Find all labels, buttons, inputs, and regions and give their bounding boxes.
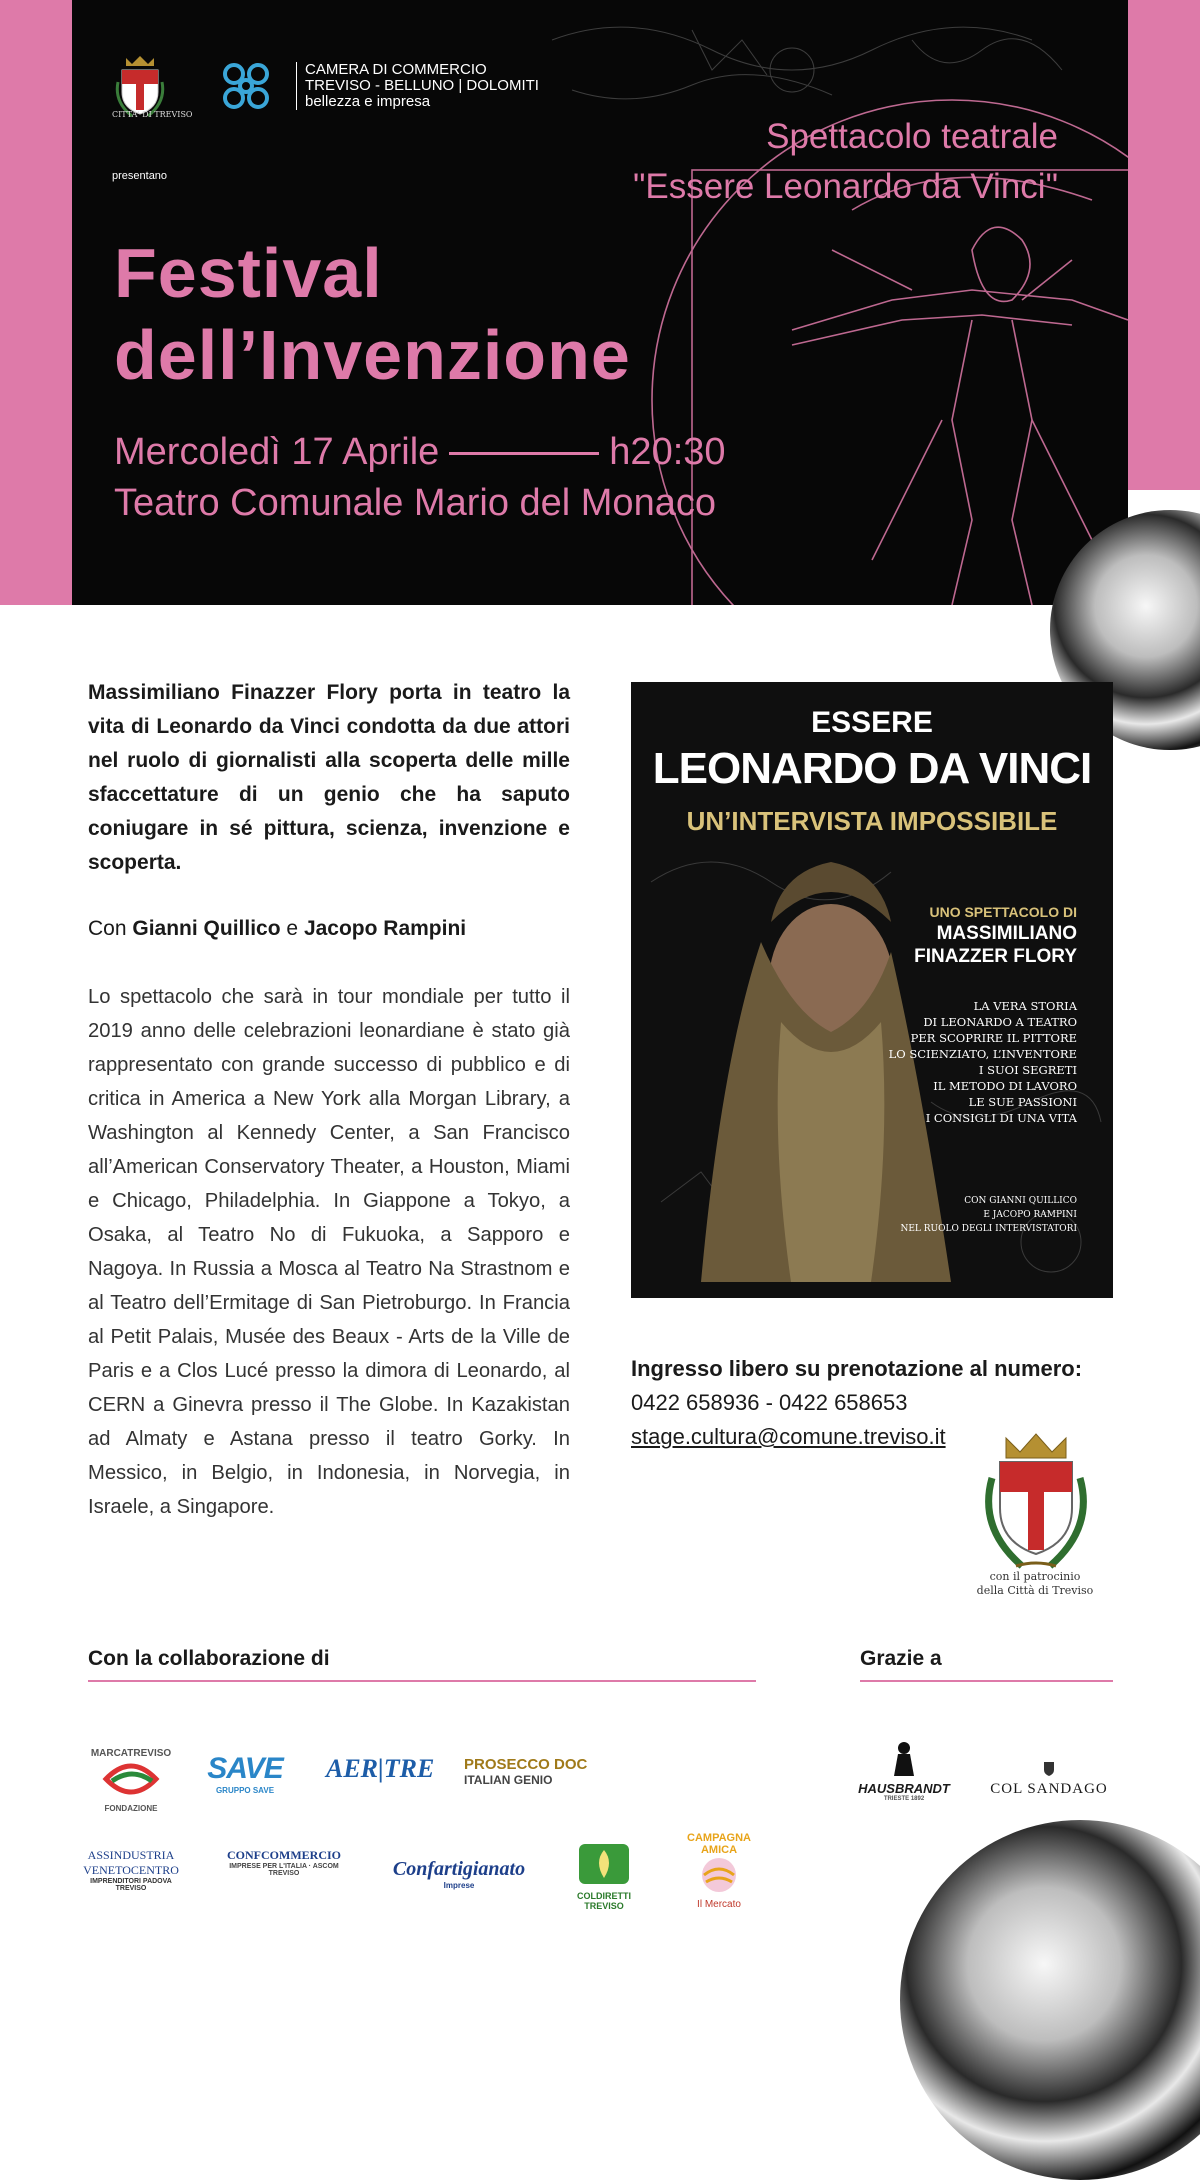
tour-paragraph: Lo spettacolo che sarà in tour mondiale per tutto il 2019 anno delle celebrazioni leonardiane è stato già rappresentato con grande successo di pubblico e di critica in America a New York alla Morgan Library, a Washington al Kennedy Center, a San Francisco all’American Conservatory Theater, a Houston, Miami e Chicago, Philadelphia. In Giappone a Tokyo, a Osaka, al Teatro No di Fukuoka, a Sapporo e Nagoya. In Russia a Mosca al Teatro Na Strastnom e al Teatro dell’Ermitage di San Pietroburgo. In Francia al Petit Palais, Musée des Beaux - Arts de la Ville de Paris e a Clos Lucé presso la dimora di Leonardo, al CERN a Ginevra presso il The Globe. In Kazakistan ad Almaty e Astana presso il teatro Gorky. In Messico, in Belgio, in Indonesia, in Norvegia, in Israele, a Singapore. — [88, 986, 570, 1518]
hausbrandt-figure-icon — [889, 1740, 919, 1776]
cast-line — [88, 912, 466, 946]
event-header — [72, 0, 1128, 605]
collaboration-heading: Con la collaborazione di — [88, 1647, 330, 1670]
festival-title-line-1: Festival — [114, 234, 383, 312]
cast-actor-1: Gianni Quillico — [132, 917, 281, 940]
col-sandago-crest-icon — [1042, 1760, 1056, 1776]
chamber-line-1: CAMERA DI COMMERCIO — [305, 61, 487, 78]
poster-cast-line: E JACOPO RAMPINI — [983, 1210, 1077, 1220]
campagna-amica-ball-icon — [700, 1856, 738, 1894]
chamber-of-commerce-text — [296, 62, 539, 110]
event-venue: Teatro Comunale Mario del Monaco — [114, 482, 716, 524]
patronage-note — [960, 1570, 1110, 1598]
prosecco-doc-logo: PROSECCO DOC ITALIAN GENIO — [464, 1756, 588, 1787]
city-label: CITTA' DI TREVISO — [112, 110, 193, 119]
poster-story-line: DI LEONARDO A TEATRO — [923, 1015, 1077, 1029]
chamber-of-commerce-logo — [218, 58, 274, 114]
confcommercio-logo: CONFCOMMERCIO IMPRESE PER L'ITALIA · ASCOM TREVISO — [227, 1848, 341, 1877]
save-logo: SAVE GRUPPO SAVE — [207, 1752, 283, 1795]
show-title: "Essere Leonardo da Vinci" — [632, 167, 1058, 206]
poster-story-line: I SUOI SEGRETI — [978, 1063, 1077, 1077]
poster-by-name-1: MASSIMILIANO — [936, 923, 1077, 944]
poster-by-label: UNO SPETTACOLO DI — [929, 904, 1077, 920]
event-time: h20:30 — [609, 431, 726, 473]
confartigianato-logo: Confartigianato Imprese — [392, 1858, 526, 1890]
decorative-texture-circle-bottom — [900, 1820, 1200, 2180]
poster-name: LEONARDO DA VINCI — [652, 744, 1092, 793]
coldiretti-logo: COLDIRETTI TREVISO — [574, 1842, 634, 1911]
poster-story — [889, 998, 1077, 1126]
coldiretti-emblem-icon — [577, 1842, 631, 1886]
thanks-heading: Grazie a — [860, 1647, 942, 1670]
poster-story-line: LA VERA STORIA — [973, 999, 1077, 1013]
show-kicker: Spettacolo teatrale — [766, 117, 1058, 156]
thanks-rule — [860, 1680, 1113, 1682]
booking-email-link[interactable]: stage.cultura@comune.treviso.it — [631, 1424, 946, 1449]
poster-by-name-2: FINAZZER FLORY — [914, 946, 1077, 967]
chamber-line-2: TREVISO - BELLUNO | DOLOMITI — [305, 77, 539, 94]
chamber-line-3: bellezza e impresa — [305, 93, 431, 110]
hausbrandt-logo: HAUSBRANDT TRIESTE 1892 — [856, 1740, 952, 1802]
poster-by-name — [914, 922, 1077, 968]
festival-title-line-2: dell’Invenzione — [114, 316, 631, 394]
assindustria-logo: ASSINDUSTRIA VENETOCENTRO IMPRENDITORI PADOVA TREVISO — [83, 1848, 179, 1892]
cast-and: e — [286, 917, 299, 940]
patronage-line-2: della Città di Treviso — [976, 1584, 1094, 1597]
poster-cast — [900, 1194, 1077, 1236]
event-date: Mercoledì 17 Aprile — [114, 431, 440, 473]
poster-subtitle: UN’INTERVISTA IMPOSSIBILE — [686, 806, 1058, 836]
poster-cast-line: CON GIANNI QUILLICO — [964, 1196, 1077, 1206]
right-pink-strip — [1128, 0, 1200, 490]
cast-actor-2: Jacopo Rampini — [303, 917, 467, 940]
show-heading — [633, 112, 1058, 212]
poster-story-line: IL METODO DI LAVORO — [933, 1079, 1077, 1093]
collaboration-rule — [88, 1680, 756, 1682]
campagna-amica-logo: CAMPAGNA AMICA Il Mercato — [687, 1832, 751, 1910]
festival-title — [114, 232, 631, 396]
treviso-crest — [970, 1428, 1102, 1584]
booking-phones: 0422 658936 - 0422 658653 — [631, 1390, 908, 1415]
poster-cast-line: NEL RUOLO DEGLI INTERVISTATORI — [900, 1224, 1077, 1234]
booking-title: Ingresso libero su prenotazione al numero: — [631, 1356, 1083, 1381]
presenting-label: presentano — [112, 170, 168, 182]
marcatreviso-swirl-icon — [98, 1759, 164, 1799]
marcatreviso-logo: MARCATREVISO FONDAZIONE — [90, 1748, 172, 1813]
show-poster — [631, 682, 1113, 1298]
col-sandago-logo: COL SANDAGO — [982, 1760, 1116, 1798]
event-date-time — [114, 427, 726, 477]
poster-story-line: PER SCOPRIRE IL PITTORE — [910, 1031, 1077, 1045]
patronage-line-1: con il patrocinio — [989, 1570, 1081, 1583]
poster-story-line: LO SCIENZIATO, L’INVENTORE — [888, 1047, 1077, 1061]
poster-story-line: LE SUE PASSIONI — [968, 1095, 1077, 1109]
intro-paragraph: Massimiliano Finazzer Flory porta in teatro la vita di Leonardo da Vinci condotta da due attori nel ruolo di giornalisti alla scoperta delle mille sfaccettature di un genio che ha saputo coniugare in sé pittura, scienza, invenzione e scoperta. — [88, 681, 570, 874]
left-pink-strip — [0, 0, 72, 605]
aertre-logo: AER|TRE — [326, 1754, 435, 1783]
poster-story-line: I CONSIGLI DI UNA VITA — [925, 1111, 1077, 1125]
poster-essere: ESSERE — [811, 706, 933, 739]
cast-with: Con — [88, 917, 127, 940]
date-time-separator — [449, 452, 599, 455]
